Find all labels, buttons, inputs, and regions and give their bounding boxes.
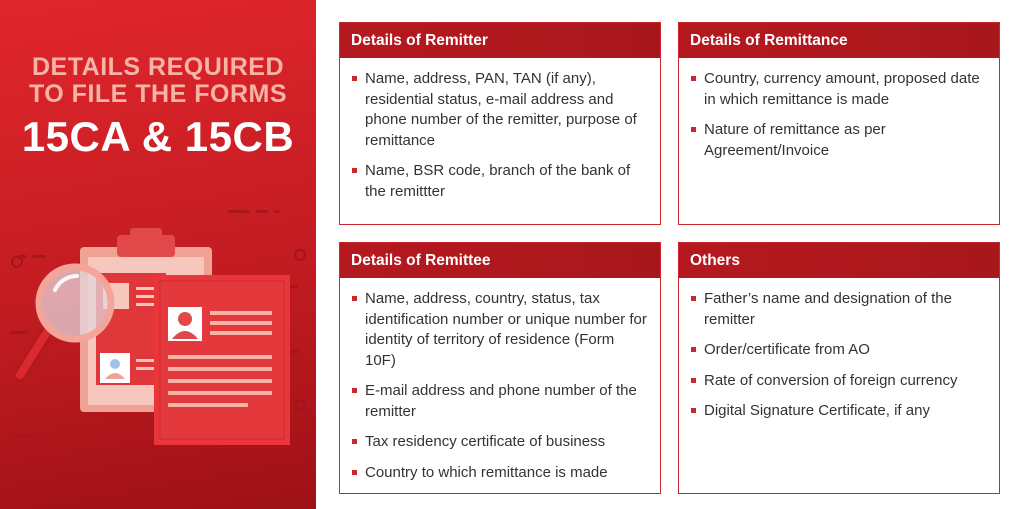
- list-item: Name, address, country, status, tax identification number or unique number for identity of territory of residence (Form 10F): [352, 289, 648, 371]
- left-panel: [0, 0, 316, 509]
- card-title: Details of Remitter: [340, 23, 660, 58]
- card-others: [678, 242, 1000, 494]
- list-item: Nature of remittance as per Agreement/Invoice: [691, 120, 987, 161]
- list-item: Tax residency certificate of business: [352, 432, 648, 453]
- list-item: Father’s name and designation of the remitter: [691, 289, 987, 330]
- document-search-illustration: [0, 195, 316, 509]
- headline-line-1: DETAILS REQUIRED: [32, 53, 284, 81]
- card-list: [679, 278, 999, 422]
- list-item: Rate of conversion of foreign currency: [691, 371, 987, 392]
- list-item: Name, address, PAN, TAN (if any), residential status, e-mail address and phone number of the remitter, purpose of remittance: [352, 69, 648, 151]
- card-list: [340, 58, 660, 202]
- headline-line-2: TO FILE THE FORMS: [28, 80, 288, 108]
- card-list: [340, 278, 660, 483]
- list-item: Name, BSR code, branch of the bank of the remittter: [352, 161, 648, 202]
- list-item: Country to which remittance is made: [352, 463, 648, 484]
- card-details-of-remittance: [678, 22, 1000, 225]
- list-item: E-mail address and phone number of the remitter: [352, 381, 648, 422]
- decorative-circle-icon: [12, 257, 22, 267]
- card-title: Details of Remittee: [340, 243, 660, 278]
- list-item: Country, currency amount, proposed date in which remittance is made: [691, 69, 987, 110]
- front-document-icon: [154, 275, 290, 445]
- list-item: Digital Signature Certificate, if any: [691, 401, 987, 422]
- card-details-of-remittee: [339, 242, 661, 494]
- decorative-circle-icon: [295, 250, 305, 260]
- card-title: Details of Remittance: [679, 23, 999, 58]
- card-details-of-remitter: [339, 22, 661, 225]
- decorative-circle-icon: [295, 400, 305, 410]
- card-title: Others: [679, 243, 999, 278]
- headline-title: 15CA & 15CB: [21, 113, 295, 160]
- headline: [0, 54, 316, 162]
- list-item: Order/certificate from AO: [691, 340, 987, 361]
- card-list: [679, 58, 999, 161]
